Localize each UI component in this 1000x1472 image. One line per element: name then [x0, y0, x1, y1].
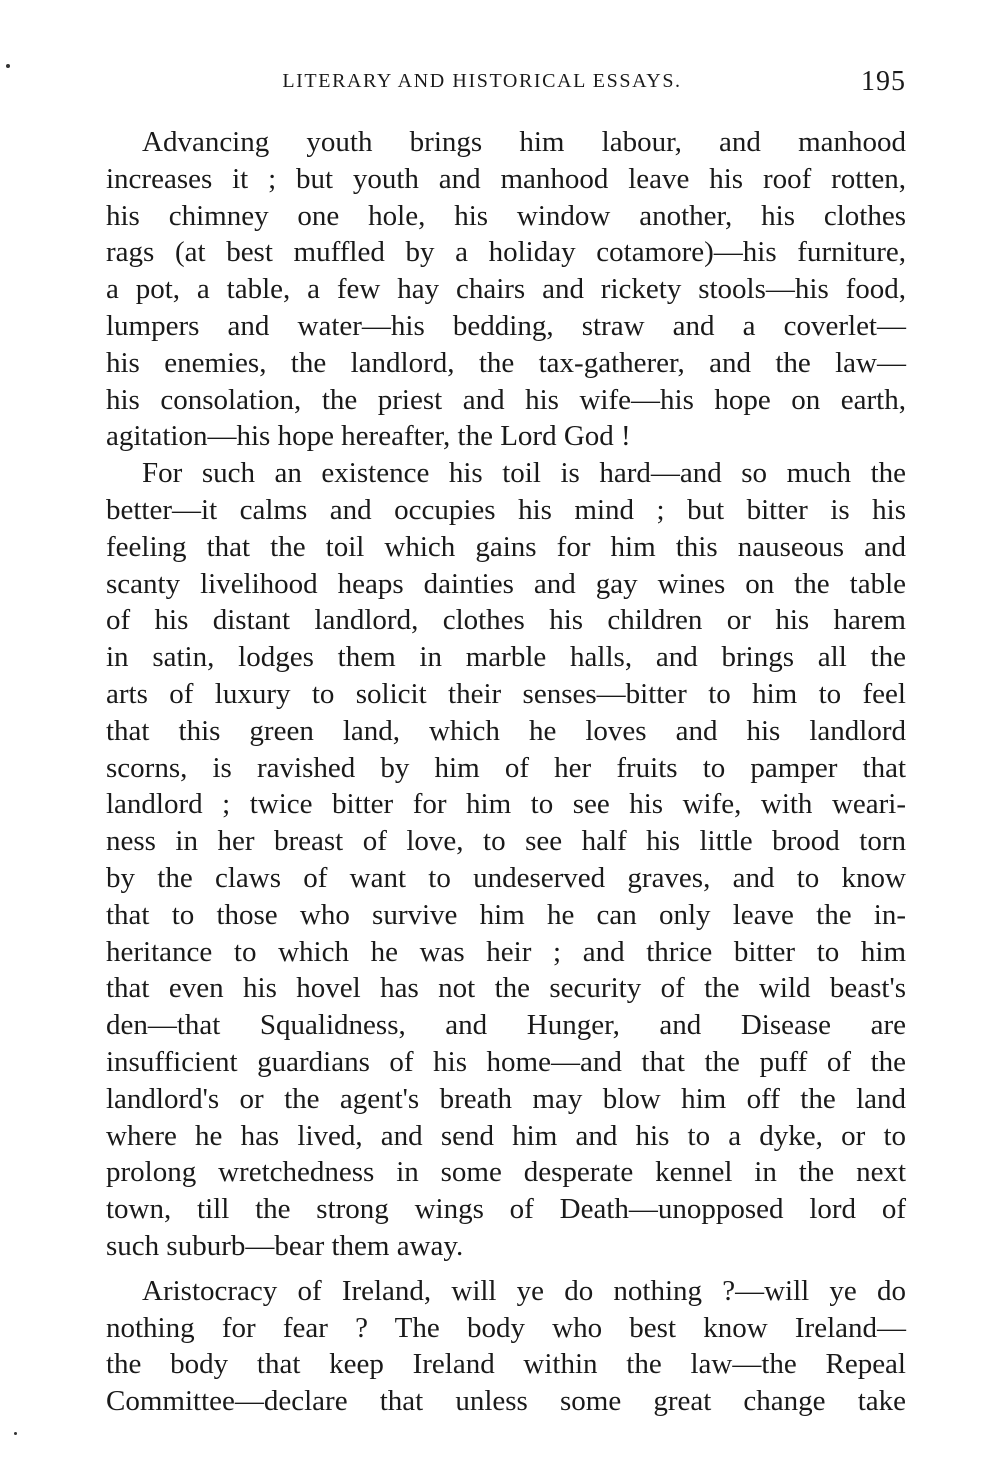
paragraph-3	[106, 1273, 906, 1420]
text-line: heritance to which he was heir ; and thrice bitter to him	[106, 935, 906, 968]
text-line: arts of luxury to solicit their senses—bitter to him to feel	[106, 677, 906, 710]
running-title: LITERARY AND HISTORICAL ESSAYS.	[282, 70, 682, 92]
ink-speck	[6, 64, 10, 68]
text-line: that this green land, which he loves and his landlord	[106, 714, 906, 747]
text-line: prolong wretchedness in some desperate kennel in the next	[106, 1156, 906, 1189]
text-line: town, till the strong wings of Death—unopposed lord of	[106, 1193, 906, 1226]
text-line: landlord's or the agent's breath may blow him off the land	[106, 1082, 906, 1115]
body-text	[106, 124, 906, 1420]
text-line: lumpers and water—his bedding, straw and a coverlet—	[106, 309, 906, 342]
text-line: by the claws of want to undeserved graves, and to know	[106, 861, 906, 894]
text-line: his consolation, the priest and his wife—his hope on earth,	[106, 383, 906, 416]
text-line: scanty livelihood heaps dainties and gay wines on the table	[106, 567, 906, 600]
text-line: a pot, a table, a few hay chairs and rickety stools—his food,	[106, 273, 906, 306]
ink-speck	[14, 1432, 17, 1435]
page-header	[106, 66, 906, 106]
text-line: ness in her breast of love, to see half his little brood torn	[106, 825, 906, 858]
paragraph-spacing	[106, 1265, 906, 1273]
text-line: that even his hovel has not the security of the wild beast's	[106, 972, 906, 1005]
text-line: that to those who survive him he can only leave the in-	[106, 898, 906, 931]
text-line: Advancing youth brings him labour, and manhood	[142, 126, 906, 158]
text-line: in satin, lodges them in marble halls, and brings all the	[106, 641, 906, 674]
text-line: such suburb—bear them away.	[106, 1229, 464, 1262]
text-line: nothing for fear ? The body who best know Ireland—	[106, 1311, 906, 1344]
text-line: landlord ; twice bitter for him to see his wife, with weari-	[106, 788, 906, 821]
text-line: agitation—his hope hereafter, the Lord God !	[106, 420, 631, 453]
text-line: the body that keep Ireland within the law—the Repeal	[106, 1348, 906, 1381]
text-line: Aristocracy of Ireland, will ye do nothing ?—will ye do	[142, 1274, 906, 1307]
text-line: rags (at best muffled by a holiday cotamore)—his furniture,	[106, 236, 906, 269]
text-line: better—it calms and occupies his mind ; but bitter is his	[106, 493, 906, 526]
text-line: of his distant landlord, clothes his children or his harem	[106, 604, 906, 637]
text-line: For such an existence his toil is hard—and so much the	[142, 457, 906, 490]
text-line: increases it ; but youth and manhood leave his roof rotten,	[106, 162, 906, 195]
text-line: scorns, is ravished by him of her fruits to pamper that	[106, 751, 906, 784]
text-line: Committee—declare that unless some great change take	[106, 1385, 906, 1418]
paragraph-1	[106, 124, 906, 455]
text-line: insufficient guardians of his home—and that the puff of the	[106, 1045, 906, 1078]
text-line: where he has lived, and send him and his to a dyke, or to	[106, 1119, 906, 1152]
page-number: 195	[861, 66, 906, 97]
text-line: den—that Squalidness, and Hunger, and Disease are	[106, 1009, 906, 1042]
paragraph-2	[106, 455, 906, 1265]
text-line: his enemies, the landlord, the tax-gatherer, and the law—	[106, 346, 906, 379]
text-line: feeling that the toil which gains for him this nauseous and	[106, 530, 906, 563]
text-line: his chimney one hole, his window another, his clothes	[106, 199, 906, 232]
